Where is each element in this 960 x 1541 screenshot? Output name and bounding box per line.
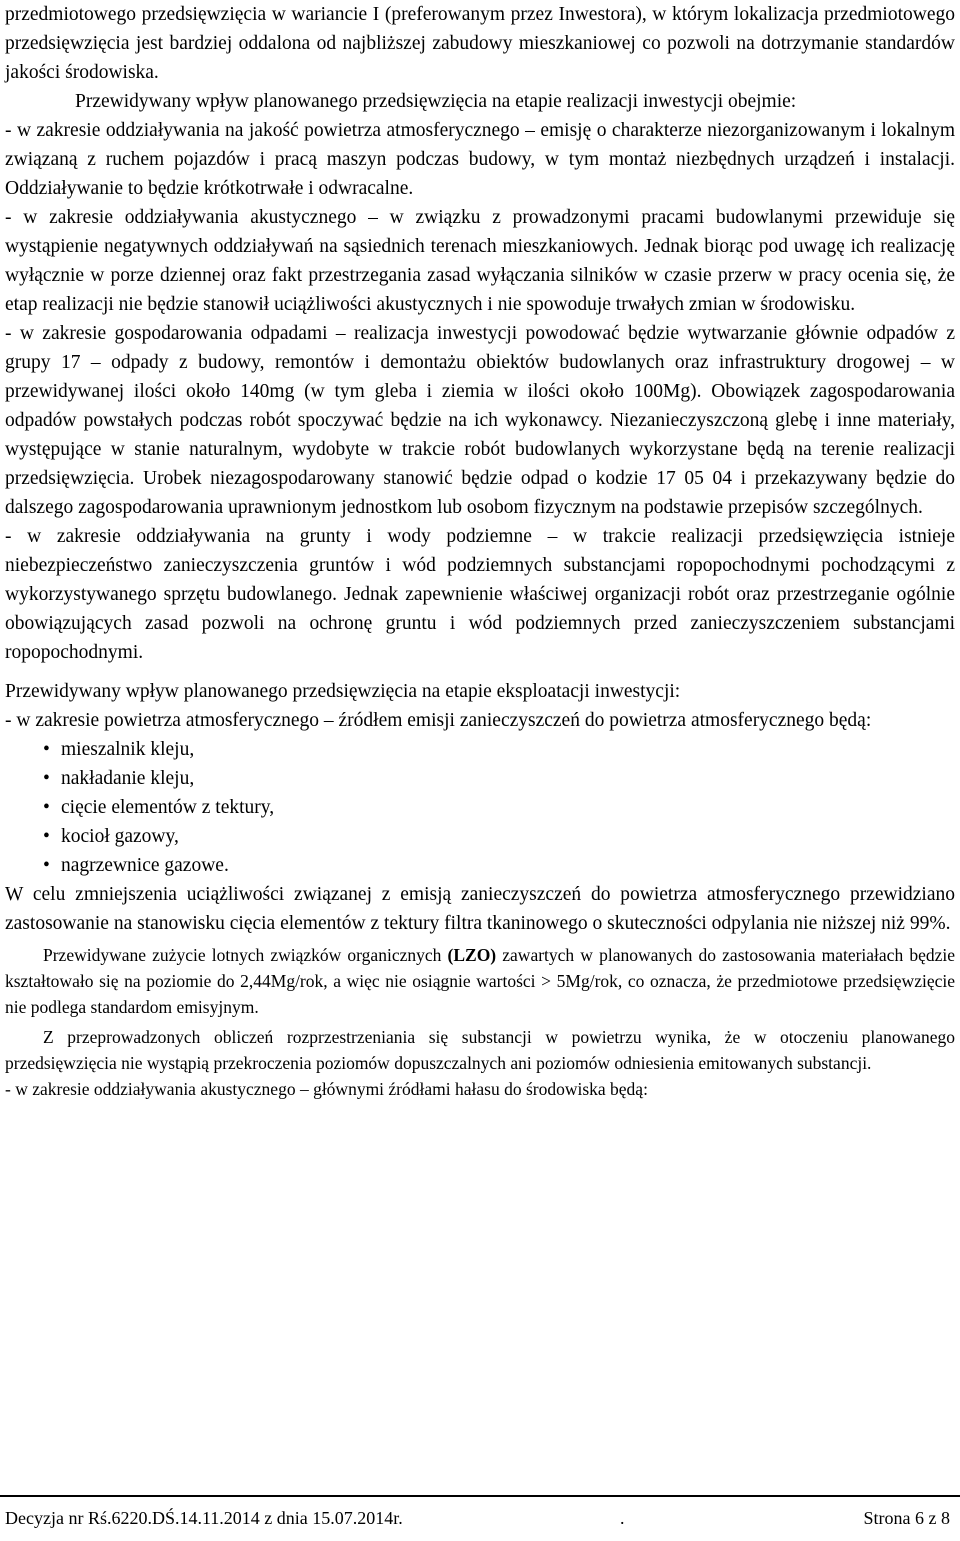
list-item: • kocioł gazowy,	[5, 822, 955, 851]
paragraph-lzo	[5, 942, 955, 1020]
paragraph-intro: przedmiotowego przedsięwzięcia w wariancie I (preferowanym przez Inwestora), w którym lokalizacja przedmiotowego przedsięwzięcia jest bardziej oddalona od najbliższej zabudowy mieszkaniowej co pozwoli na dotrzymanie standardów jakości środowiska.	[5, 4, 955, 83]
paragraph-rozprzestrzenianie: Z przeprowadzonych obliczeń rozprzestrzeniania się substancji w powietrzu wynika, że w otoczeniu planowanego przedsięwzięcia nie wystąpią przekroczenia poziomów dopuszczalnych ani poziomów odniesienia emitowanych substancji.	[5, 1027, 955, 1073]
paragraph-eksploatacja-heading: Przewidywany wpływ planowanego przedsięwzięcia na etapie eksploatacji inwestycji:	[5, 681, 681, 702]
footer-decision-reference: Decyzja nr Rś.6220.DŚ.14.11.2014 z dnia 15.07.2014r.	[5, 1508, 403, 1528]
paragraph-powietrze-zrodla: - w zakresie powietrza atmosferycznego – źródłem emisji zanieczyszczeń do powietrza atmosferycznego będą:	[5, 710, 872, 731]
list-item: • mieszalnik kleju,	[5, 735, 955, 764]
paragraph-filtr: W celu zmniejszenia uciążliwości związanej z emisją zanieczyszczeń do powietrza atmosferycznego przewidziano zastosowanie na stanowisku cięcia elementów z tektury filtra tkaninowego o skuteczności odpylania nie niższej niż 99%.	[5, 884, 955, 934]
emission-sources-list	[5, 735, 955, 880]
list-item: • cięcie elementów z tektury,	[5, 793, 955, 822]
paragraph-akustyka: - w zakresie oddziaływania akustycznego – w związku z prowadzonymi pracami budowlanymi przewiduje się wystąpienie negatywnych oddziaływań na sąsiednich terenach mieszkaniowych. Jednak biorąc pod uwagę ich realizację wyłącznie w porze dziennej oraz fakt przestrzegania zasad wyłączania silników w czasie przerw w pracy ocenia się, że etap realizacji nie będzie stanowił uciążliwości akustycznych i nie spowoduje trwałych zmian w środowisku.	[5, 207, 955, 315]
lzo-text-after: zawartych w planowanych do zastosowania materiałach będzie kształtowało się na poziomie do 2,44Mg/rok, a więc nie osiągnie wartości > 5Mg/rok, co oznacza, że przedmiotowe przedsięwzięcie nie podlega standardom emisyjnym.	[5, 945, 956, 1017]
document-page	[5, 0, 955, 1102]
paragraph-halas: - w zakresie oddziaływania akustycznego – głównymi źródłami hałasu do środowiska będą:	[5, 1079, 648, 1099]
list-item: • nagrzewnice gazowe.	[5, 851, 955, 880]
page-footer	[0, 1495, 960, 1527]
paragraph-grunty: - w zakresie oddziaływania na grunty i wody podziemne – w trakcie realizacji przedsięwzięcia istnieje niebezpieczeństwo zanieczyszczenia gruntów i wód podziemnych substancjami ropopochodnymi pochodzącymi z wykorzystywanego sprzętu budowlanego. Jednak zapewnienie właściwej organizacji robót oraz przestrzeganie ogólnie obowiązujących zasad pozwoli na ochronę gruntu i wód podziemnych przed zanieczyszczeniem substancjami ropopochodnymi.	[5, 526, 955, 663]
paragraph-odpady: - w zakresie gospodarowania odpadami – realizacja inwestycji powodować będzie wytwarzanie głównie odpadów z grupy 17 – odpady z budowy, remontów i demontażu obiektów budowlanych oraz infrastruktury drogowej – w przewidywanej ilości około 140mg (w tym gleba i ziemia w ilości około 100Mg). Obowiązek zagospodarowania odpadów powstałych podczas robót spoczywać będzie na ich wykonawcy. Niezanieczyszczoną glebę i inne materiały, występujące w stanie naturalnym, wydobyte w trakcie robót budowlanych wykorzystane będą na terenie realizacji przedsięwzięcia. Urobek niezagospodarowany stanowić będzie odpad o kodzie 17 05 04 i przekazywany będzie do dalszego zagospodarowania uprawnionym jednostkom lub osobom fizycznym na podstawie przepisów szczególnych.	[5, 323, 955, 518]
footer-separator: .	[620, 1508, 625, 1528]
paragraph-realizacja-heading: Przewidywany wpływ planowanego przedsięwzięcia na etapie realizacji inwestycji obejmie:	[75, 91, 797, 112]
footer-page-number: Strona 6 z 8	[863, 1508, 950, 1528]
small-text-section	[5, 942, 955, 1102]
paragraph-powietrze: - w zakresie oddziaływania na jakość powietrza atmosferycznego – emisję o charakterze niezorganizowanym i lokalnym związaną z ruchem pojazdów i pracą maszyn podczas budowy, w tym montaż niezbędnych urządzeń i instalacji. Oddziaływanie to będzie krótkotrwałe i odwracalne.	[5, 120, 955, 199]
lzo-text-before: Przewidywane zużycie lotnych związków organicznych	[43, 945, 448, 965]
lzo-abbreviation: (LZO)	[447, 945, 497, 965]
list-item: • nakładanie kleju,	[5, 764, 955, 793]
